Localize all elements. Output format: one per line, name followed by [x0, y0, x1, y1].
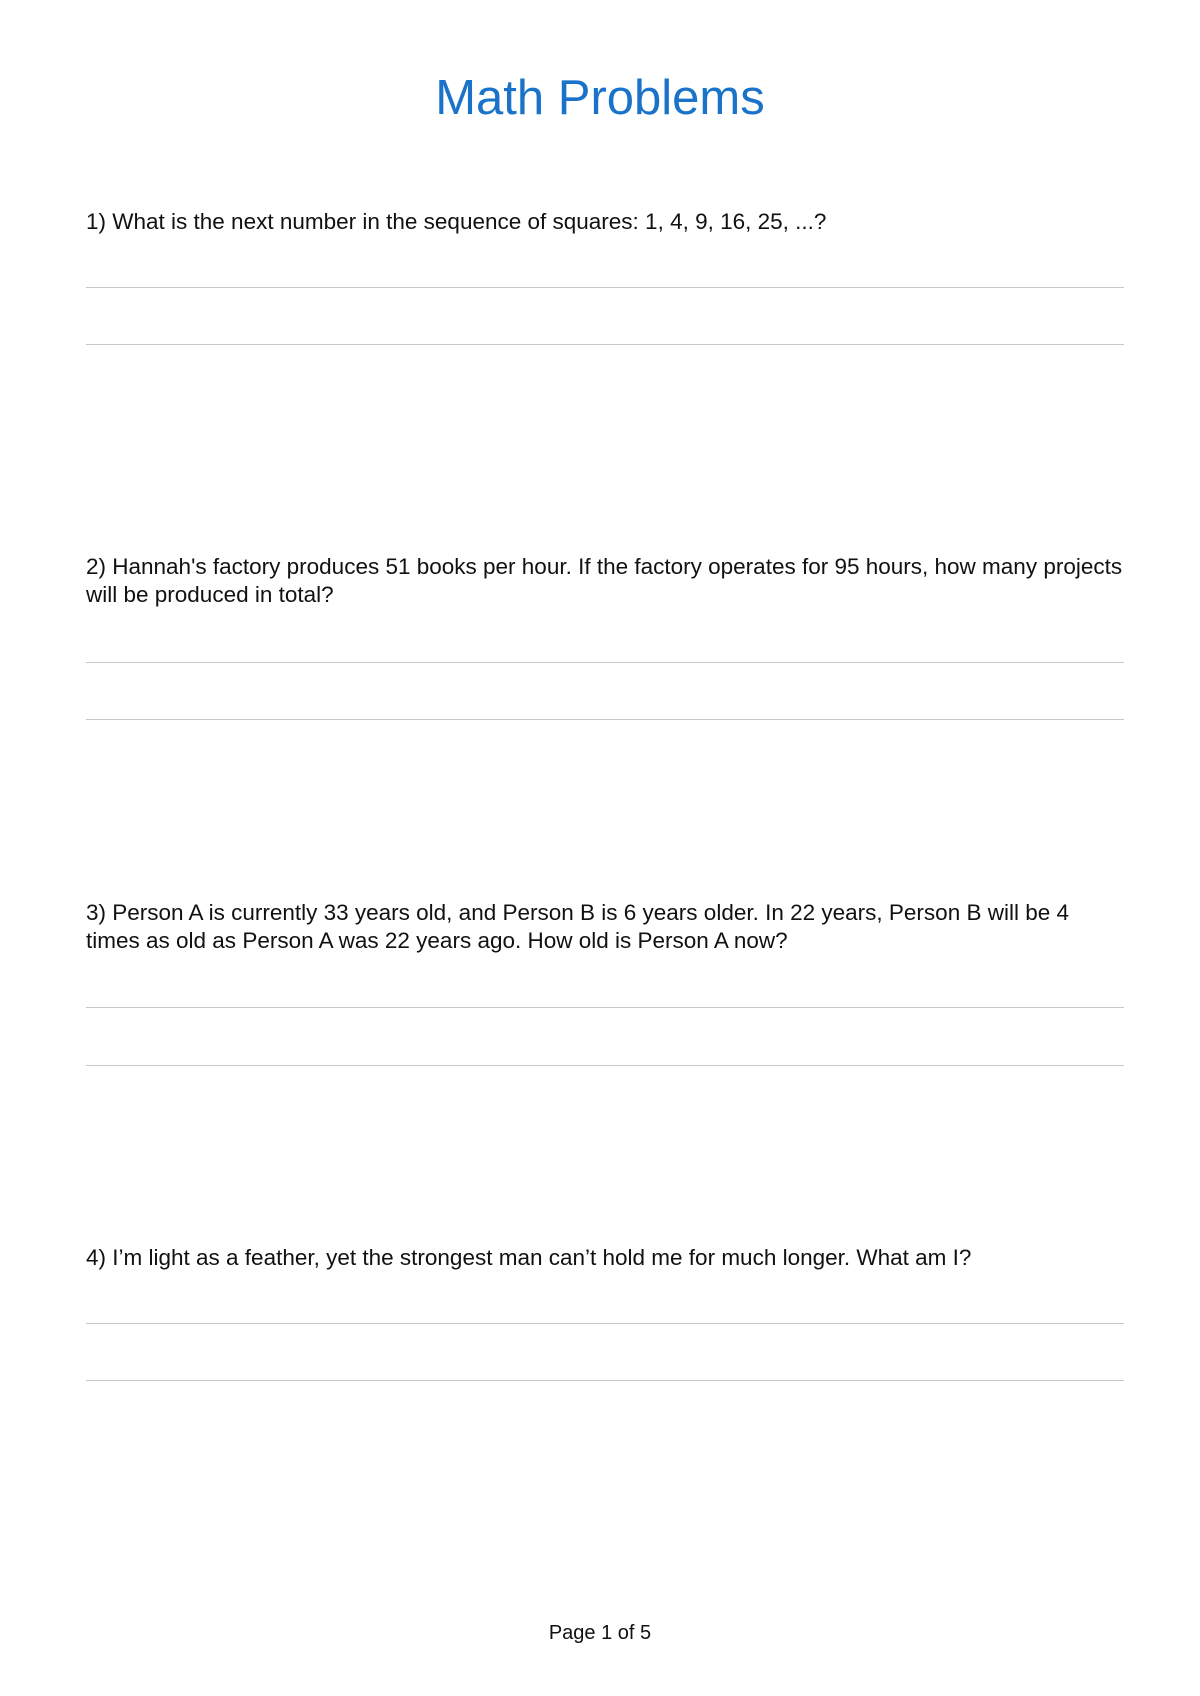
question-3	[86, 899, 1126, 955]
question-text: 1) What is the next number in the sequence of squares: 1, 4, 9, 16, 25, ...?	[86, 209, 827, 234]
answer-line[interactable]	[86, 662, 1124, 663]
question-text: 3) Person A is currently 33 years old, and Person B is 6 years older. In 22 years, Person B will be 4 times as old as Person A was 22 years ago. How old is Person A now?	[86, 900, 1076, 953]
question-1	[86, 208, 1126, 236]
page-title: Math Problems	[435, 71, 765, 125]
question-text: 4) I’m light as a feather, yet the strongest man can’t hold me for much longer. What am I?	[86, 1245, 972, 1270]
question-text: 2) Hannah's factory produces 51 books per hour. If the factory operates for 95 hours, how many projects will be produced in total?	[86, 554, 1129, 607]
answer-line[interactable]	[86, 1323, 1124, 1324]
question-4	[86, 1244, 1126, 1272]
answer-line[interactable]	[86, 1065, 1124, 1066]
question-2	[86, 553, 1129, 609]
answer-line[interactable]	[86, 287, 1124, 288]
page-number: Page 1 of 5	[548, 1622, 652, 1644]
answer-line[interactable]	[86, 1380, 1124, 1381]
answer-line[interactable]	[86, 344, 1124, 345]
answer-line[interactable]	[86, 1007, 1124, 1008]
answer-line[interactable]	[86, 719, 1124, 720]
